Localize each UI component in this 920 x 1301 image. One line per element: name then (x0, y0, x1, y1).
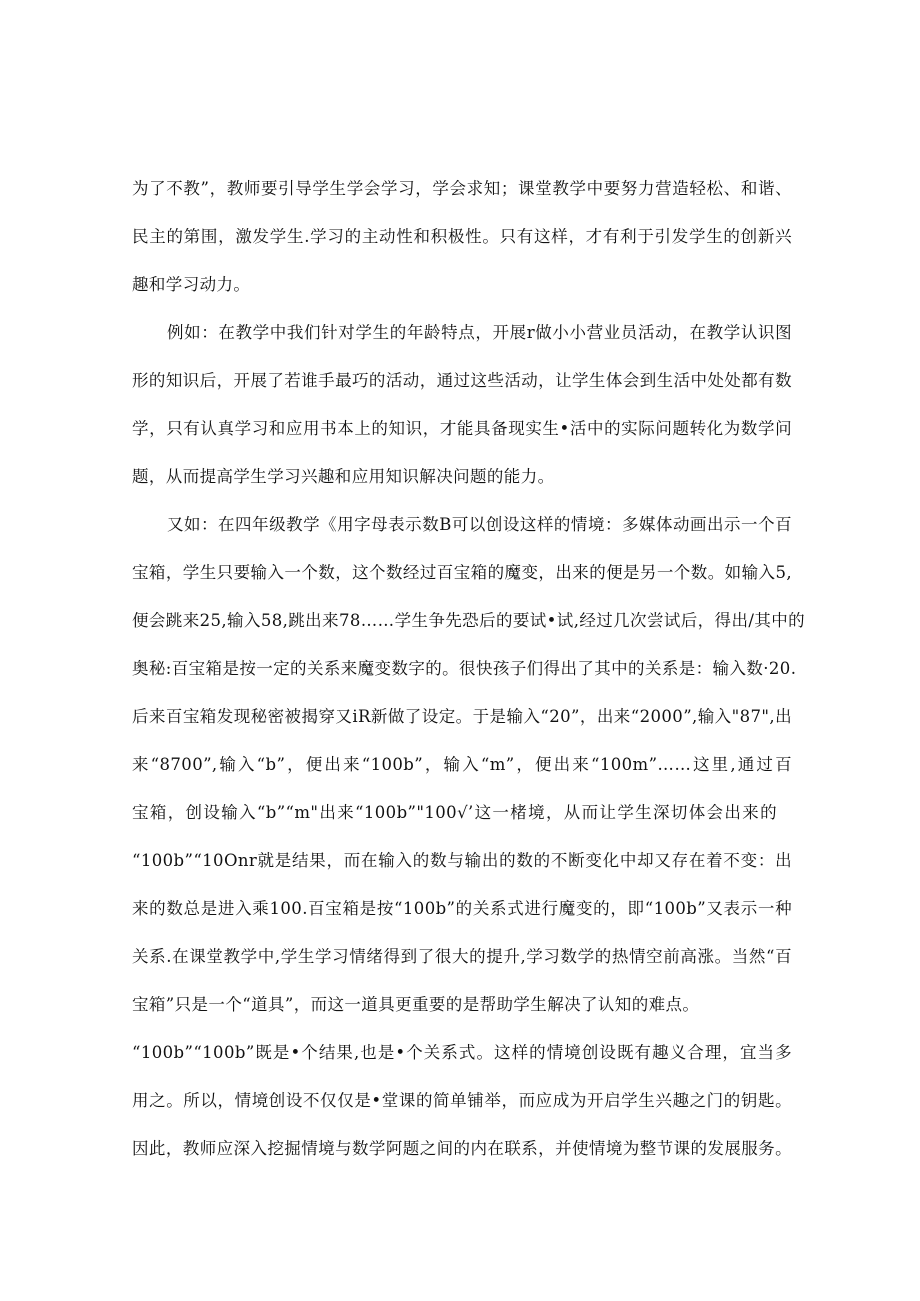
text-line: 形的知识后，开展了若谁手最巧的活动，通过这些活动，让学生体会到生活中处处都有数 (132, 371, 792, 390)
text-line: 后来百宝箱发现秘密被揭穿又iR新做了设定。于是输入“20”，出来“2000”,输入"87",出 (132, 707, 792, 726)
text-line: 来“8700”,输入“b”，便出来“100b”，输入“m”，便出来“100m”……这里,通过百 (132, 755, 792, 774)
text-line: 来的数总是进入乘100.百宝箱是按“100b”的关系式进行魔变的，即“100b”又表示一种 (132, 899, 792, 918)
text-line: “100b”“10Onr就是结果，而在输入的数与输出的数的不断变化中却又存在着不变：出 (132, 851, 792, 870)
text-line: 宝箱，创设输入“b”“m"出来“100b”"100√’这一楮境，从而让学生深切体会出来的 (132, 803, 777, 822)
text-line: 民主的第围，激发学生.学习的主动性和积极性。只有这样，才有利于引发学生的创新兴 (132, 227, 792, 246)
text-line: 学，只有认真学习和应用书本上的知识，才能具备现实生•活中的实际问题转化为数学问 (132, 419, 792, 438)
text-line: 关系.在课堂教学中,学生学习情绪得到了很大的提升,学习数学的热情空前高涨。当然“百 (132, 947, 792, 966)
text-line: 趣和学习动力。 (132, 275, 251, 294)
text-line: 例如：在教学中我们针对学生的年龄特点，开展r做小小营业员活动，在教学认识图 (167, 323, 792, 342)
text-line: 又如：在四年级教学《用字母表示数B可以创设这样的情境：多媒体动画出示一个百 (167, 515, 792, 534)
text-line: 奥秘:百宝箱是按一定的关系来魔变数字的。很快孩子们得出了其中的关系是：输入数·20. (132, 659, 797, 678)
text-line: 用之。所以，情境创设不仅仅是•堂课的简单铺举，而应成为开启学生兴趣之门的钥匙。 (132, 1091, 792, 1110)
text-line: 宝箱，学生只要输入一个数，这个数经过百宝箱的魔变，出来的便是另一个数。如输入5, (132, 563, 792, 582)
text-line: 为了不教”，教师要引导学生学会学习，学会求知；课堂教学中要努力营造轻松、和谐、 (132, 179, 792, 198)
text-line: 便会跳来25,输入58,跳出来78……学生争先恐后的要试•试,经过几次尝试后，得出/其中的 (132, 611, 806, 630)
text-line: 宝箱”只是一个“道具”，而这一道具更重要的是帮助学生解决了认知的难点。 (132, 995, 700, 1014)
text-line: 题，从而提高学生学习兴趣和应用知识解决问题的能力。 (132, 467, 555, 486)
text-line: 因此，教师应深入挖掘情境与数学阿题之间的内在联系，并使情境为整节课的发展服务。 (132, 1139, 792, 1158)
text-line: “100b”“100b”既是•个结果,也是•个关系式。这样的情境创设既有趣义合理，宜当多 (132, 1043, 792, 1062)
